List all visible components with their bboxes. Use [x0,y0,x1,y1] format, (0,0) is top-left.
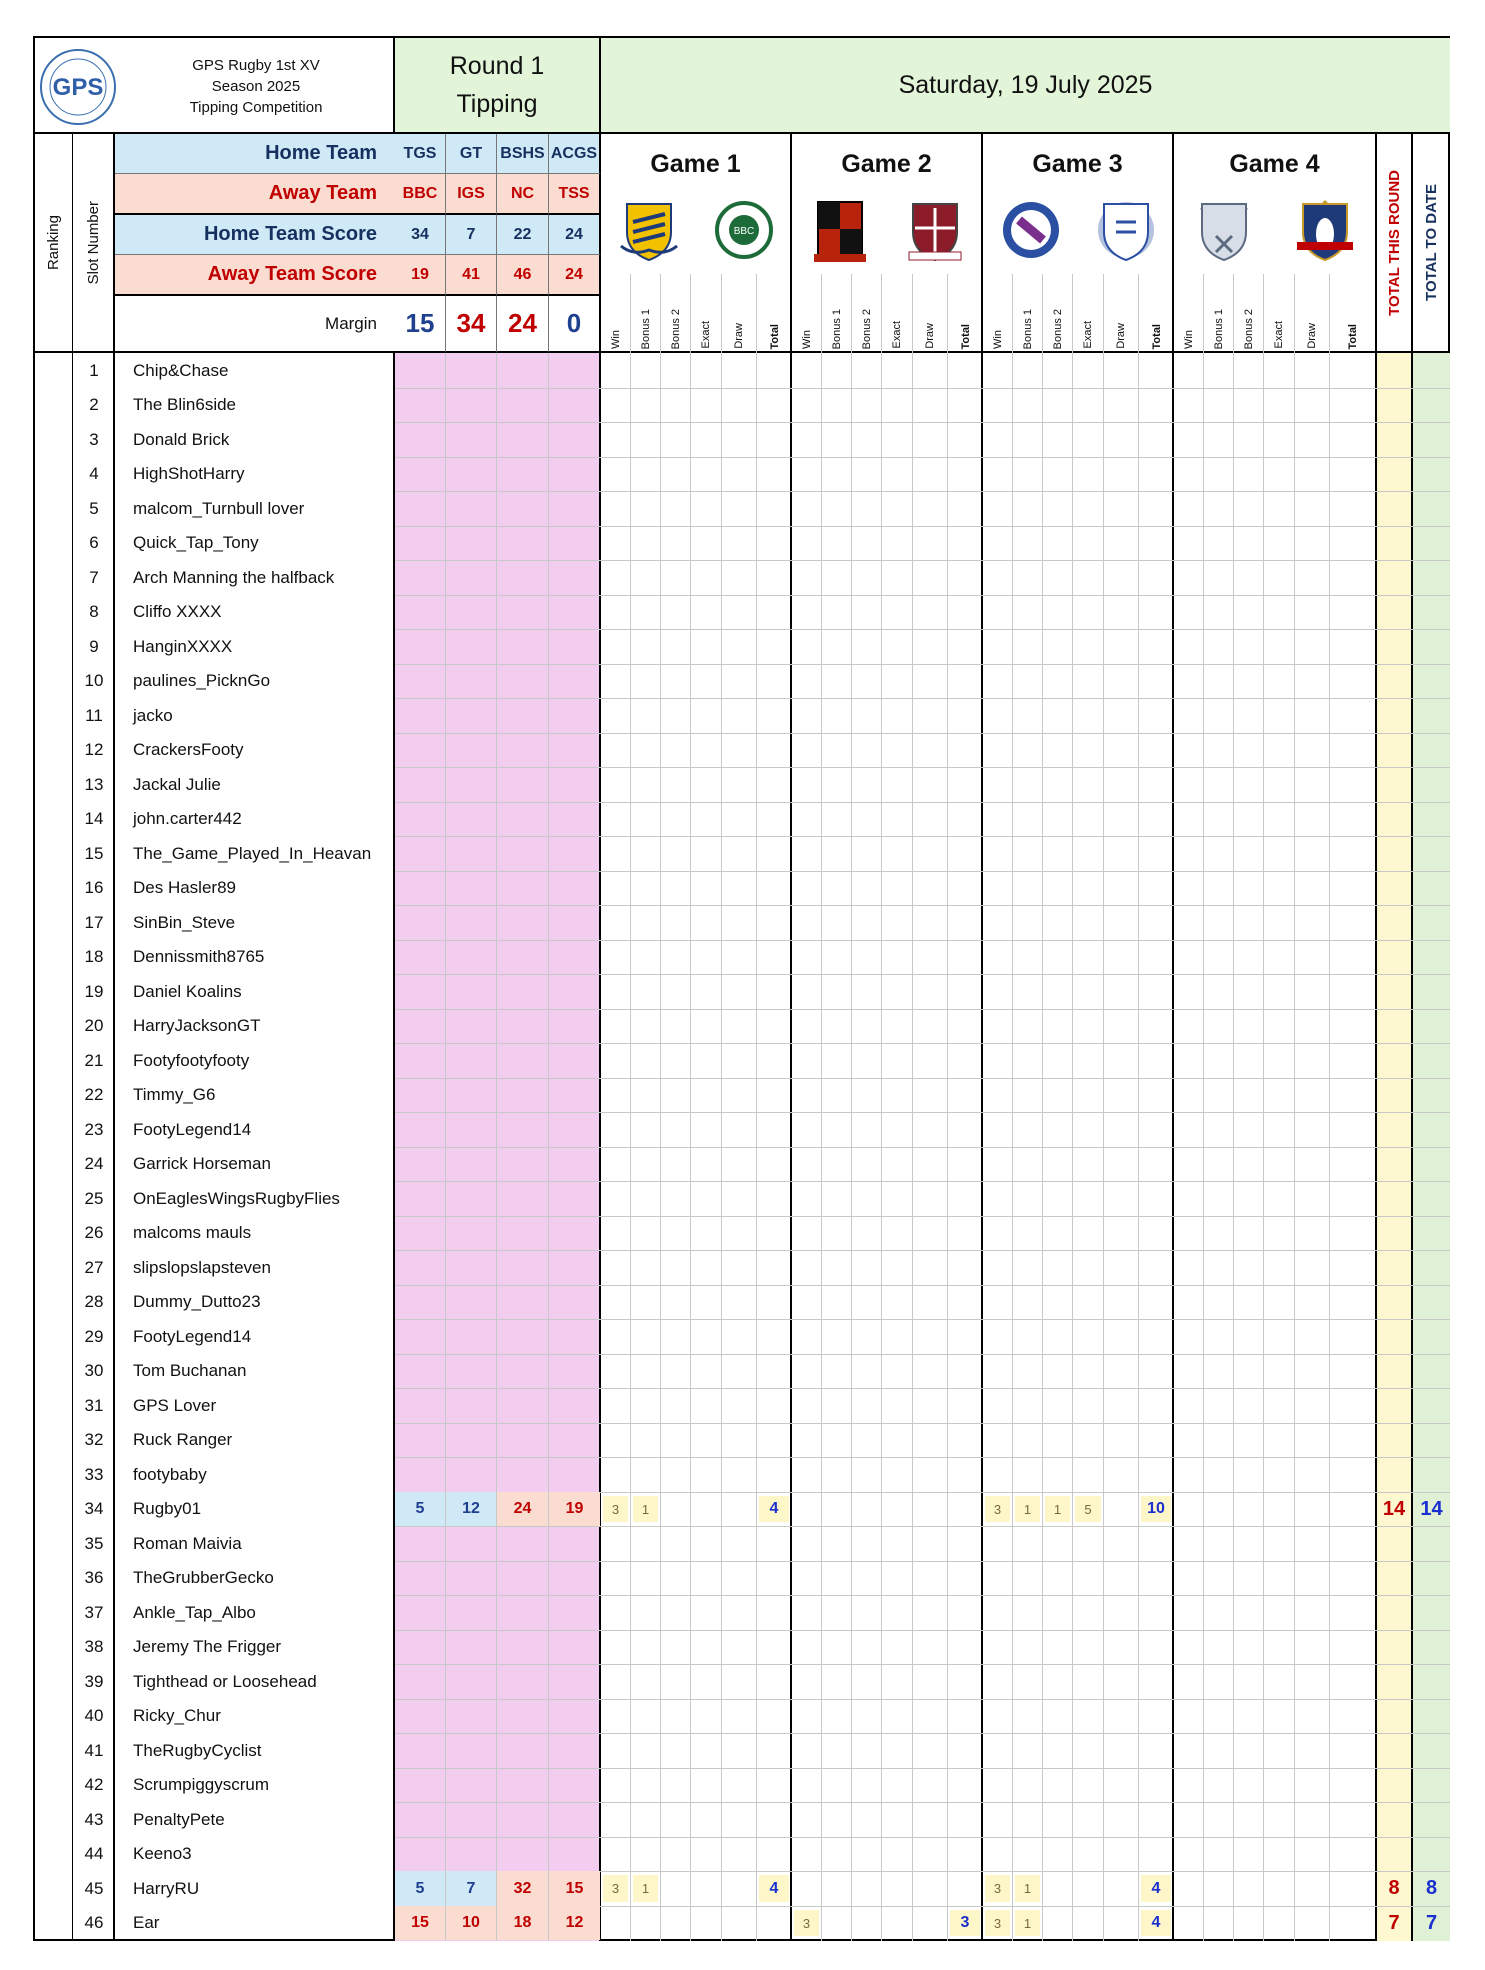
slot-number: 2 [89,395,99,414]
player-row[interactable] [35,491,1450,526]
slot-number: 17 [84,912,104,932]
player-name: FootyLegend14 [133,1326,252,1346]
player-row[interactable] [35,905,1450,940]
total-to-date: 7 [1425,1911,1438,1934]
tipping-sheet [33,36,1450,1941]
player-row[interactable] [35,595,1450,629]
game-1-header [601,134,792,353]
game-2-col-bonus-2 [852,274,882,353]
slot-number: 3 [89,429,99,449]
total-this-round: 14 [1382,1497,1406,1520]
sub-column-label: Draw [1306,323,1318,349]
player-name: Jackal Julie [133,774,221,794]
ranking-label: Ranking [45,214,62,271]
player-row[interactable] [35,526,1450,560]
player-name: Des Hasler89 [133,878,236,897]
tip-score[interactable]: 12 [549,1906,600,1940]
player-row[interactable] [35,1492,1450,1526]
slot-number: 1 [89,360,99,380]
total-round-label: TOTAL THIS ROUND [1385,169,1403,316]
player-name: Jeremy The Frigger [133,1637,282,1656]
player-name: Daniel Koalins [133,981,242,1001]
slot-number: 4 [89,464,99,483]
game-4-col-win [1174,274,1204,353]
sub-column-label: Total [959,323,972,349]
home-score-4: 24 [549,215,601,255]
tip-score[interactable]: 19 [549,1492,600,1526]
player-name: Garrick Horseman [133,1154,271,1173]
player-name: TheRugbyCyclist [133,1740,262,1760]
player-row[interactable] [35,1147,1450,1181]
tip-score[interactable]: 10 [446,1906,496,1940]
player-row[interactable] [35,940,1450,974]
tss-crest-icon [1281,196,1370,266]
game-4-col-draw [1295,274,1330,353]
player-row[interactable] [35,1664,1450,1699]
player-name: HanginXXXX [133,636,233,656]
player-name: Donald Brick [133,429,230,449]
player-name: malcoms mauls [133,1223,252,1242]
player-name: Ruck Ranger [133,1430,233,1449]
game-total-points: 4 [1141,1910,1171,1936]
player-name: Keeno3 [133,1844,192,1863]
slot-number: 19 [84,981,104,1001]
nc-crest-icon [1085,196,1169,266]
player-name: HighShotHarry [133,464,245,483]
slot-number: 5 [89,498,99,518]
slot-number: 13 [84,774,104,794]
player-name: Cliffo XXXX [133,602,222,621]
player-row[interactable] [35,1388,1450,1423]
total-to-date: 8 [1425,1877,1438,1899]
game-3-col-draw [1104,274,1139,353]
game-1-col-bonus-2 [661,274,691,353]
player-name: Ankle_Tap_Albo [133,1602,256,1622]
player-name: Arch Manning the halfback [133,567,335,587]
game-total-points: 4 [759,1496,789,1522]
away-score-3: 46 [497,255,549,296]
game-4-col-exact [1264,274,1295,353]
player-name: slipslopslapsteven [133,1257,271,1277]
game-4-col-bonus-2 [1234,274,1264,353]
away-score-1: 19 [395,255,446,296]
slot-number: 25 [84,1188,104,1208]
game-points: 3 [603,1875,628,1902]
player-row[interactable] [35,871,1450,905]
game-1-title: Game 1 [650,149,741,178]
player-row[interactable] [35,974,1450,1009]
home-score-3: 22 [497,215,549,255]
player-name: SinBin_Steve [133,912,236,932]
tip-score[interactable]: 5 [395,1492,445,1526]
away-score-label: Away Team Score [115,255,395,296]
player-name: Tom Buchanan [133,1361,247,1380]
sub-column-label: Win [800,330,813,349]
slot-number: 46 [84,1913,104,1932]
game-points: 3 [985,1910,1010,1936]
margin-label: Margin [115,296,395,353]
game-1-col-exact [691,274,722,353]
slot-number: 7 [89,567,99,587]
total-to-date: 14 [1420,1497,1443,1520]
slot-number: 15 [84,843,104,863]
slot-number: 8 [89,602,99,621]
player-name: CrackersFooty [133,740,244,759]
player-row[interactable] [35,1733,1450,1768]
total-this-round: 7 [1388,1911,1400,1934]
player-row[interactable] [35,1319,1450,1354]
player-row[interactable] [35,1423,1450,1457]
game-2-col-bonus-1 [822,274,852,353]
game-points: 3 [603,1496,628,1522]
game-4-title: Game 4 [1229,149,1320,178]
sub-column-label: Total [1150,323,1163,349]
away-score-2: 41 [446,255,497,296]
slot-number: 36 [84,1568,104,1587]
player-row[interactable] [35,1078,1450,1112]
slot-number: 33 [84,1464,104,1484]
player-row[interactable] [35,1043,1450,1078]
game-1-col-win [601,274,631,353]
game-1-col-total [757,274,792,353]
slot-number: 24 [84,1154,104,1173]
player-row[interactable] [35,1354,1450,1388]
player-name: malcom_Turnbull lover [133,498,305,518]
total-round-header [1375,134,1413,353]
slot-number: 44 [84,1844,104,1863]
round-line-2: Tipping [456,90,538,118]
tip-score[interactable]: 15 [395,1906,445,1940]
slot-number-label: Slot Number [84,200,102,285]
player-row[interactable] [35,802,1450,836]
player-row[interactable] [35,1906,1450,1940]
player-name: Roman Maivia [133,1533,242,1553]
player-name: HarryJacksonGT [133,1016,261,1035]
away-team-label: Away Team [115,174,395,215]
slot-number: 21 [84,1050,104,1070]
slot-number: 32 [84,1430,104,1449]
competition-title [117,46,395,126]
game-points: 1 [1015,1875,1040,1902]
total-date-label: TOTAL TO DATE [1423,184,1440,301]
sub-column-label: Draw [733,323,745,349]
player-name: The Blin6side [133,395,237,414]
slot-number: 9 [89,636,99,656]
slot-number: 28 [84,1292,104,1311]
player-table [35,353,1450,1941]
slot-number: 29 [84,1326,104,1346]
game-total-points: 10 [1141,1496,1171,1522]
match-date: Saturday, 19 July 2025 [601,38,1450,134]
sub-column-label: Bonus 2 [860,308,873,349]
bshs-crest-icon [989,196,1073,266]
game-3-col-exact [1073,274,1104,353]
competition-line-1: GPS Rugby 1st XV [192,56,320,74]
sub-column-label: Bonus 2 [1242,308,1255,349]
svg-text:GPS: GPS [52,74,104,101]
player-row[interactable] [35,388,1450,422]
player-row[interactable] [35,1250,1450,1285]
slot-number: 6 [89,533,99,552]
total-this-round: 8 [1388,1877,1400,1899]
game-2-col-exact [882,274,913,353]
game-1-col-draw [722,274,757,353]
player-name: Rugby01 [133,1499,202,1518]
slot-number: 45 [84,1878,104,1898]
home-team-code-4: ACGS [549,134,601,174]
competition-line-2: Season 2025 [211,77,301,95]
game-3-col-win [983,274,1013,353]
tip-score[interactable]: 5 [395,1871,445,1906]
sub-column-label: Win [991,330,1004,349]
game-2-title: Game 2 [841,149,932,178]
game-total-points: 4 [759,1875,789,1902]
player-name: footybaby [133,1464,207,1484]
slot-number: 30 [84,1361,104,1380]
game-points: 1 [1045,1496,1070,1522]
game-points: 1 [1015,1496,1040,1522]
game-2-col-win [792,274,822,353]
game-points: 3 [794,1910,819,1936]
slot-number: 11 [85,705,103,725]
game-total-points: 4 [1141,1875,1171,1902]
tip-score[interactable]: 24 [497,1492,548,1526]
margin-value-1: 15 [395,296,446,353]
slot-number: 31 [84,1395,104,1415]
round-line-1: Round 1 [449,52,545,80]
player-row[interactable] [35,1837,1450,1871]
game-2-header [792,134,983,353]
away-team-code-2: IGS [446,174,497,215]
player-name: OnEaglesWingsRugbyFlies [133,1188,340,1208]
player-name: PenaltyPete [133,1809,225,1829]
slot-number: 43 [84,1809,104,1829]
sub-column-label: Exact [1273,321,1285,349]
bbc-crest-icon [703,196,787,266]
ranking-header [35,134,73,353]
margin-value-3: 24 [497,296,549,353]
tip-score[interactable]: 15 [549,1871,600,1906]
slot-number: 14 [84,809,104,828]
sub-column-label: Win [609,330,622,349]
player-name: Dummy_Dutto23 [133,1292,261,1311]
player-name: Chip&Chase [133,360,229,380]
player-name: FootyLegend14 [133,1119,252,1139]
sub-column-label: Draw [924,323,936,349]
slot-number: 37 [84,1602,104,1622]
round-title [395,38,601,134]
player-row[interactable] [35,1561,1450,1595]
gps-logo [39,48,117,126]
game-3-title: Game 3 [1032,149,1123,178]
slot-number: 18 [84,947,104,966]
slot-number: 27 [84,1257,104,1277]
home-score-2: 7 [446,215,497,255]
home-team-code-1: TGS [395,134,446,174]
game-3-col-bonus-1 [1013,274,1043,353]
home-score-label: Home Team Score [115,215,395,255]
player-name: Ear [133,1913,160,1932]
gt-crest-icon [798,196,882,266]
igs-crest-icon [894,196,978,266]
slot-number: 16 [84,878,104,897]
player-name: Tighthead or Loosehead [133,1671,317,1691]
game-4-col-total [1330,274,1375,353]
tip-score[interactable]: 32 [497,1871,548,1906]
player-row[interactable] [35,1112,1450,1147]
game-points: 1 [1015,1910,1040,1936]
slot-number: 40 [84,1706,104,1725]
player-row[interactable] [35,422,1450,457]
slot-number: 34 [84,1499,104,1518]
sub-column-label: Bonus 1 [830,308,843,349]
player-row[interactable] [35,560,1450,595]
home-score-1: 34 [395,215,446,255]
game-1-col-bonus-1 [631,274,661,353]
player-row[interactable] [35,1768,1450,1802]
slot-number: 35 [84,1533,104,1553]
player-row[interactable] [35,1630,1450,1664]
competition-header [35,38,395,134]
game-points: 1 [633,1496,658,1522]
player-row[interactable] [35,836,1450,871]
tip-score[interactable]: 12 [446,1492,496,1526]
player-name: Dennissmith8765 [133,947,265,966]
total-date-header [1413,134,1450,353]
game-points: 3 [985,1875,1010,1902]
slot-number: 26 [84,1223,104,1242]
player-row[interactable] [35,1526,1450,1561]
player-name: Footyfootyfooty [133,1050,250,1070]
sub-column-label: Bonus 1 [639,308,652,349]
sub-column-label: Bonus 1 [1212,308,1225,349]
player-row[interactable] [35,1285,1450,1319]
player-row[interactable] [35,1871,1450,1906]
game-3-col-total [1139,274,1174,353]
slot-number: 38 [84,1637,104,1656]
player-row[interactable] [35,353,1450,388]
sub-column-label: Bonus 1 [1021,308,1034,349]
player-row[interactable] [35,1699,1450,1733]
player-row[interactable] [35,664,1450,698]
away-score-4: 24 [549,255,601,296]
home-team-code-2: GT [446,134,497,174]
away-team-code-4: TSS [549,174,601,215]
player-name: TheGrubberGecko [133,1568,274,1587]
player-name: paulines_PicknGo [133,671,271,690]
game-points: 1 [633,1875,658,1902]
player-row[interactable] [35,457,1450,491]
sub-column-label: Exact [700,321,712,349]
player-name: GPS Lover [133,1395,217,1415]
slot-number: 23 [84,1119,104,1139]
home-team-label: Home Team [115,134,395,174]
slot-number-header [73,134,115,353]
tip-score[interactable]: 7 [446,1871,496,1906]
away-team-code-3: NC [497,174,549,215]
sub-column-label: Bonus 2 [669,308,682,349]
player-name: The_Game_Played_In_Heavan [133,843,372,863]
away-team-code-1: BBC [395,174,446,215]
slot-number: 41 [84,1740,104,1760]
player-row[interactable] [35,1595,1450,1630]
sub-column-label: Exact [1082,321,1094,349]
acgs-crest-icon [1180,196,1269,266]
player-name: jacko [133,705,173,725]
slot-number: 42 [84,1775,104,1794]
slot-number: 12 [84,740,104,759]
slot-number: 20 [84,1016,104,1035]
margin-value-2: 34 [446,296,497,353]
game-4-header [1174,134,1375,353]
home-team-code-3: BSHS [497,134,549,174]
svg-text:BBC: BBC [733,226,755,237]
player-row[interactable] [35,1457,1450,1492]
player-name: john.carter442 [133,809,242,828]
slot-number: 10 [84,671,104,690]
player-row[interactable] [35,698,1450,733]
game-total-points: 3 [950,1910,980,1936]
player-name: Ricky_Chur [133,1706,221,1725]
game-points: 5 [1075,1496,1101,1522]
player-row[interactable] [35,1181,1450,1216]
game-2-col-draw [913,274,948,353]
player-row[interactable] [35,733,1450,767]
game-3-col-bonus-2 [1043,274,1073,353]
sub-column-label: Win [1182,330,1195,349]
sub-column-label: Draw [1115,323,1127,349]
player-name: Timmy_G6 [133,1085,216,1104]
player-row[interactable] [35,1216,1450,1250]
player-name: Scrumpiggyscrum [133,1775,270,1794]
slot-number: 22 [84,1085,104,1104]
player-name: HarryRU [133,1878,200,1898]
game-4-col-bonus-1 [1204,274,1234,353]
sub-column-label: Bonus 2 [1051,308,1064,349]
tip-score[interactable]: 18 [497,1906,548,1940]
game-3-header [983,134,1174,353]
game-2-col-total [948,274,983,353]
player-row[interactable] [35,629,1450,664]
margin-value-4: 0 [549,296,601,353]
sub-column-label: Total [1346,323,1359,349]
slot-number: 39 [84,1671,104,1691]
competition-line-3: Tipping Competition [189,98,323,116]
sub-column-label: Exact [891,321,903,349]
player-row[interactable] [35,1802,1450,1837]
sub-column-label: Total [768,323,781,349]
tgs-crest-icon [607,196,691,266]
player-row[interactable] [35,767,1450,802]
game-points: 3 [985,1496,1010,1522]
player-row[interactable] [35,1009,1450,1043]
player-name: Quick_Tap_Tony [133,533,259,552]
